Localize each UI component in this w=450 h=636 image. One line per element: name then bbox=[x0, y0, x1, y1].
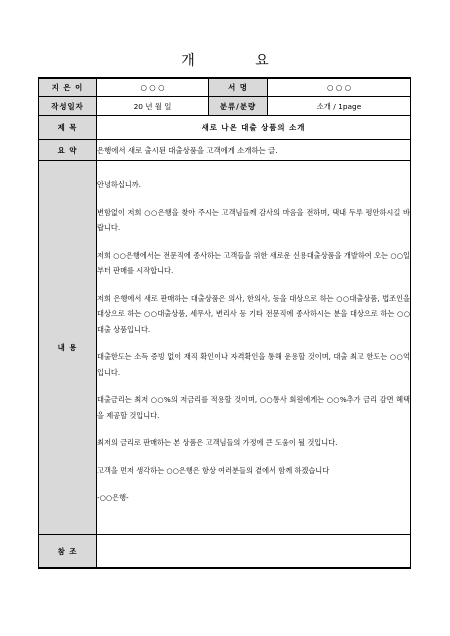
category-label: 분류/분량 bbox=[209, 97, 268, 116]
reference-value bbox=[97, 535, 411, 569]
content-paragraph: 안녕하십니까. bbox=[97, 180, 141, 190]
reference-row bbox=[39, 535, 411, 569]
content-paragraph: 대출한도는 소득 증빙 없이 재직 확인이나 자격확인을 통해 운용할 것이며, 대출 최고 한도는 ○○억입니다. bbox=[97, 352, 410, 377]
content-body bbox=[97, 161, 411, 535]
category-value: 소개 / 1page bbox=[268, 97, 411, 116]
date-label: 작성일자 bbox=[39, 97, 97, 116]
signature-value: ○ ○ ○ bbox=[268, 78, 411, 97]
author-value: ○ ○ ○ bbox=[97, 78, 209, 97]
date-value: 20 년 월 일 bbox=[97, 97, 209, 116]
subject-row bbox=[39, 116, 411, 140]
content-paragraph: 최저의 금리로 판매하는 본 상품은 고객님들의 가정에 큰 도움이 될 것입니다. bbox=[97, 438, 338, 448]
summary-row bbox=[39, 140, 411, 161]
document-form-table bbox=[38, 77, 411, 569]
date-row bbox=[39, 97, 411, 116]
content-paragraph: 변함없이 저희 ○○은행을 찾아 주시는 고객님들께 감사의 마음을 전하며, 댁내 두루 평안하시길 바랍니다. bbox=[97, 207, 410, 233]
content-signature: -○○은행- bbox=[97, 493, 129, 503]
content-paragraph: 대출금리는 최저 ○○%의 저금리를 적용할 것이며, ○○통사 회원에게는 ○○%추가 금리 감면 혜택을 제공할 것입니다. bbox=[97, 395, 410, 420]
signature-label: 서 명 bbox=[209, 78, 268, 97]
content-label: 내 용 bbox=[39, 161, 97, 535]
content-paragraph: 저희 은행에서 새로 판매하는 대출상품은 의사, 한의사, 등을 대상으로 하는 ○○대출상품, 법조인을 대상으로 하는 ○○대출상품, 세무사, 변리사 등 기타 전문직에 종사하시는 분을 대상으로 하는 ○○대출 상품입니다. bbox=[97, 293, 410, 334]
content-paragraph: 저희 ○○은행에서는 전문직에 종사하는 고객들을 위한 새로운 신용대출상품을 개발하여 오는 ○○일부터 판매를 시작합니다. bbox=[97, 250, 410, 276]
document-title: 개 요 bbox=[181, 53, 297, 69]
author-label: 지 은 이 bbox=[39, 78, 97, 97]
content-row bbox=[39, 161, 411, 535]
reference-label: 참 조 bbox=[39, 535, 97, 569]
content-paragraph: 고객을 먼저 생각하는 ○○은행은 항상 여러분들의 곁에서 함께 하겠습니다 bbox=[97, 465, 330, 475]
subject-label: 제 목 bbox=[39, 116, 97, 140]
author-row bbox=[39, 78, 411, 97]
summary-label: 요 약 bbox=[39, 140, 97, 161]
summary-value: 은행에서 새로 출시된 대출상품을 고객에게 소개하는 글. bbox=[97, 140, 411, 161]
subject-value: 새로 나온 대출 상품의 소개 bbox=[97, 116, 411, 140]
